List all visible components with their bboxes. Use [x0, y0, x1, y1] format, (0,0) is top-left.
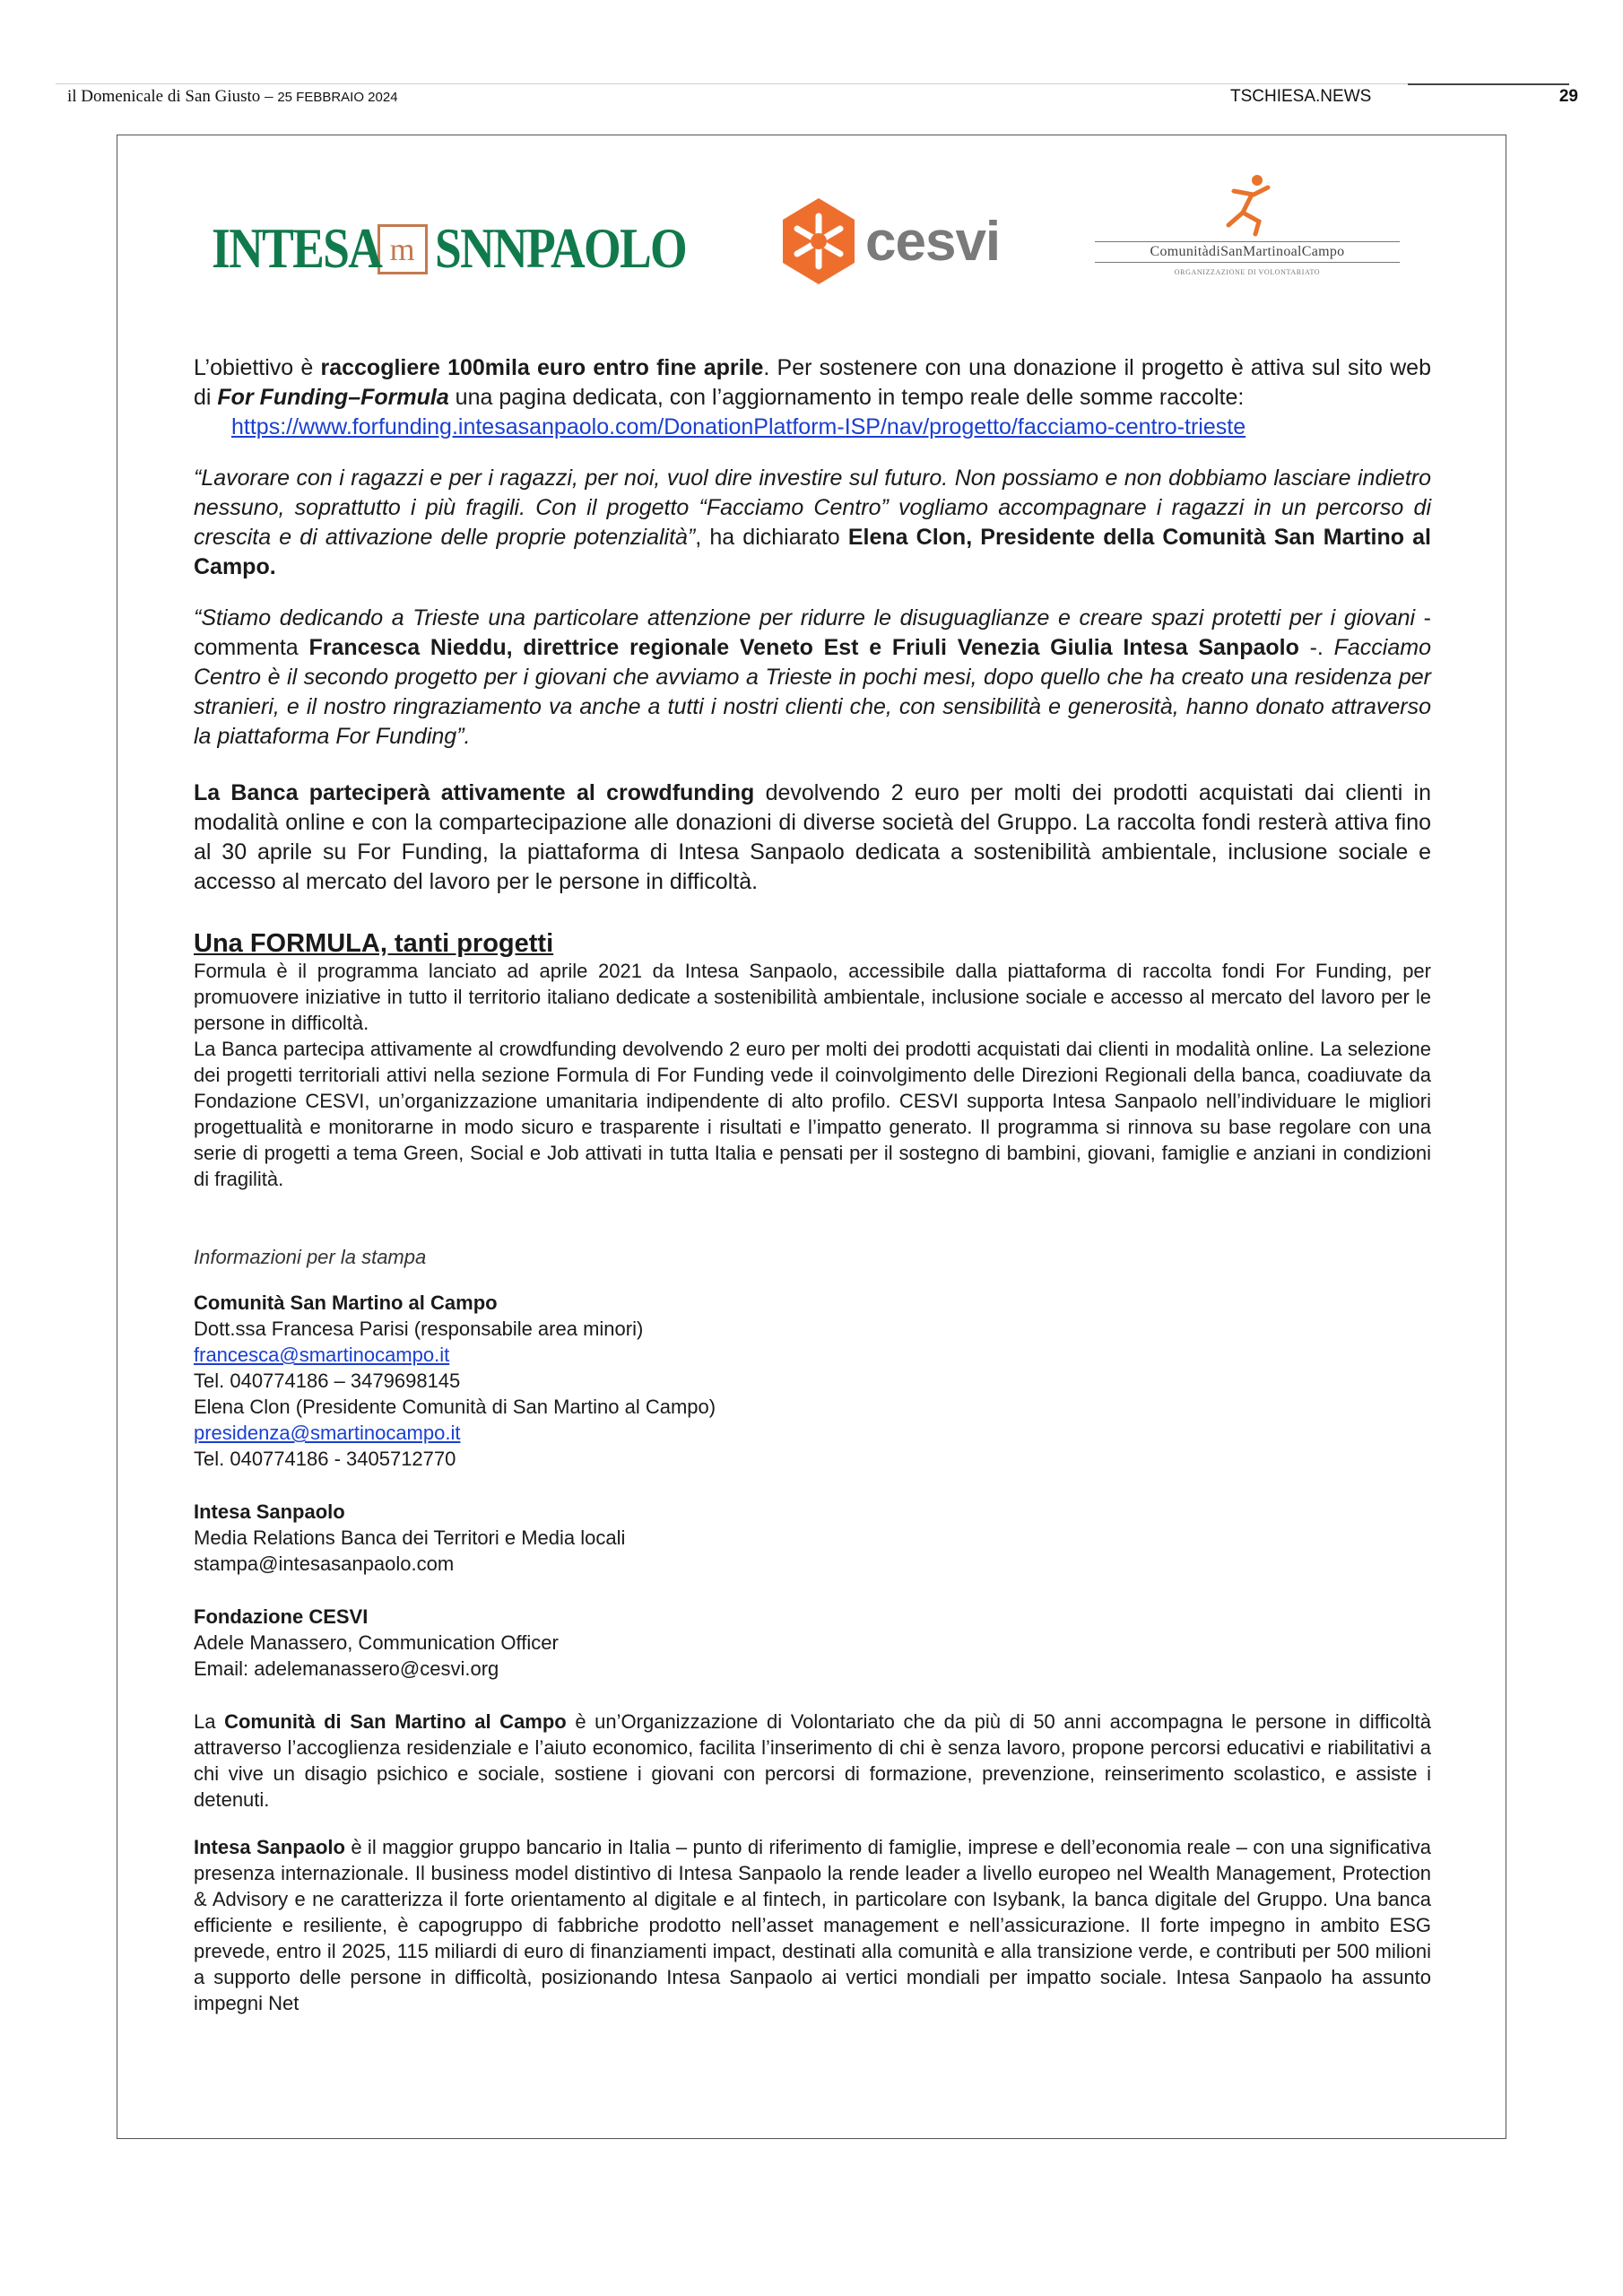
bank-crowdfunding-paragraph [194, 778, 1431, 897]
header-rule-accent [1408, 83, 1569, 85]
header-rule [56, 83, 1569, 84]
running-figure-icon [1216, 171, 1279, 238]
newspaper-name: il Domenicale di San Giusto [67, 87, 261, 106]
contact-smac-name-1: Dott.ssa Francesa Parisi (responsabile area minori) [194, 1318, 644, 1340]
about-isp-bold: Intesa Sanpaolo [194, 1836, 345, 1858]
formula-paragraph-1: Formula è il programma lanciato ad aprile 2021 da Intesa Sanpaolo, accessibile dalla piattaforma di raccolta fondi For Funding, per promuovere iniziative in tutto il territorio italiano dedicate a sostenibilità ambientale, inclusione sociale e accesso al mercato del lavoro per le persone in difficoltà. [194, 960, 1431, 1034]
about-isp-text: è il maggior gruppo bancario in Italia – punto di riferimento di famiglie, imprese e dell’economia reale – con una significativa presenza internazionale. Il business model distintivo di Intesa Sanpaolo la rende leader a livello europeo nel Wealth Management, Protection & Advisory e ne caratterizza il forte orientamento al digitale e al fintech, in particolare con Isybank, la banca digitale del Gruppo. Una banca efficiente e resiliente, è capogruppo di fabbriche prodotto nell’asset management e nell’assicurazione. Il forte impegno in ambito ESG prevede, entro il 2025, 115 miliardi di euro di finanziamenti impact, destinati alla comunità e alla transizione verde, e contributi per 500 milioni a supporto delle persone in difficoltà, posizionando Intesa Sanpaolo ai vertici mondiali per impatto sociale. Intesa Sanpaolo ha assunto impegni Net [194, 1836, 1431, 2014]
about-isp-paragraph [194, 1834, 1431, 2016]
contact-smac-email-2[interactable]: presidenza@smartinocampo.it [194, 1422, 461, 1444]
article-body [194, 353, 1431, 2016]
bank-text: devolvendo 2 euro per molti dei prodotti acquistati dai clienti in modalità online e con la compartecipazione alle donazioni di diverse società del Gruppo. La raccolta fondi resterà attiva fino al 30 aprile su For Funding, la piattaforma di Intesa Sanpaolo dedicata a sostenibilità ambientale, inclusione sociale e accesso al mercato del lavoro per le persone in difficoltà. [194, 780, 1431, 894]
header-newspaper [67, 87, 398, 107]
comunita-san-martino-logo [1095, 171, 1400, 276]
bank-bold-lead: La Banca parteciperà attivamente al crowdfunding [194, 780, 755, 805]
smac-logo-name: ComunitàdiSanMartinoalCampo [1095, 241, 1400, 263]
quote-nieddu-text-2: Facciamo Centro è il secondo progetto per i giovani che avviamo a Trieste in pochi mesi, dopo quello che ha creato una residenza per stranieri, e il nostro ringraziamento va anche a tutti i nostri clienti che, con sensibilità e generosità, hanno donato attraverso la piattaforma For Funding”. [194, 635, 1431, 749]
cesvi-badge-icon [779, 196, 858, 286]
header-site: TSCHIESA.NEWS [1230, 87, 1372, 106]
donation-link[interactable]: https://www.forfunding.intesasanpaolo.com/DonationPlatform-ISP/nav/progetto/facciamo-centro-trieste [231, 414, 1246, 439]
contact-smac [194, 1290, 1431, 1472]
smac-logo-subtitle: ORGANIZZAZIONE DI VOLONTARIATO [1174, 268, 1321, 276]
quote-clon-attrib: , ha dichiarato [695, 525, 848, 550]
press-info-label: Informazioni per la stampa [194, 1246, 427, 1268]
contact-isp [194, 1499, 1431, 1577]
contact-isp-org: Intesa Sanpaolo [194, 1500, 345, 1523]
intro-text-1: L’obiettivo è [194, 355, 321, 380]
article-frame [117, 135, 1506, 2139]
contact-smac-tel-2: Tel. 040774186 - 3405712770 [194, 1448, 456, 1470]
quote-nieddu-dash: -. [1298, 635, 1334, 660]
intesa-sanpaolo-logo [212, 216, 730, 282]
intesa-logo-word-left: INTESA [212, 217, 382, 280]
contact-smac-org: Comunità San Martino al Campo [194, 1292, 498, 1314]
cesvi-logo [779, 196, 1000, 286]
quote-clon-text: “Lavorare con i ragazzi e per i ragazzi, per noi, vuol dire investire sul futuro. Non possiamo e non dobbiamo lasciare indietro nessuno, soprattutto i più fragili. Con il progetto “Facciamo Centro” vogliamo accompagnare i ragazzi in un percorso di crescita e di attivazione delle proprie potenzialità” [194, 465, 1431, 550]
contact-cesvi-person: Adele Manassero, Communication Officer [194, 1631, 559, 1654]
cesvi-logo-word: cesvi [865, 210, 1001, 273]
page-number: 29 [1558, 87, 1578, 106]
contact-isp-email: stampa@intesasanpaolo.com [194, 1552, 455, 1575]
intro-bold-goal: raccogliere 100mila euro entro fine aprile [320, 355, 764, 380]
intro-text-3: una pagina dedicata, con l’aggiornamento in tempo reale delle somme raccolte: [448, 385, 1245, 410]
contact-cesvi-email: Email: adelemanassero@cesvi.org [194, 1657, 499, 1680]
formula-paragraph-2: La Banca partecipa attivamente al crowdfunding devolvendo 2 euro per molti dei prodotti acquistati dai clienti in modalità online. La selezione dei progetti territoriali attivi nella sezione Formula di For Funding vede il coinvolgimento delle Direzioni Regionali della banca, coadiuvate da Fondazione CESVI, un’organizzazione umanitaria indipendente di alto profilo. CESVI supporta Intesa Sanpaolo nell’individuare le migliori progettualità e monitorarne in modo sicuro e trasparente i risultati e l’impatto generato. Il programma si rinnova su base regolare con una serie di progetti a tema Green, Social e Job attivati in tutta Italia e pensati per il sostegno di bambini, giovani, famiglie e anziani in condizioni di fragilità. [194, 1038, 1431, 1190]
intro-paragraph [194, 353, 1431, 413]
header-separator: – [260, 87, 278, 106]
intesa-logo-word-right: SNNPAOLO [434, 217, 686, 280]
intro-text-2: . Per sostenere con una donazione il progetto è attiva sul sito web di [194, 355, 1431, 410]
about-smac-bold: Comunità di San Martino al Campo [224, 1710, 567, 1733]
contact-smac-name-2: Elena Clon (Presidente Comunità di San Martino al Campo) [194, 1396, 716, 1418]
about-smac-text-1: La [194, 1710, 225, 1733]
quote-clon-speaker: Elena Clon, Presidente della Comunità San Martino al Campo. [194, 525, 1431, 579]
about-smac-text-2: è un’Organizzazione di Volontariato che da più di 50 anni accompagna le persone in difficoltà attraverso l’accoglienza residenziale e l’aiuto economico, facilita l’inserimento di chi è senza lavoro, propone percorsi educativi e riabilitativi a chi vive un disagio psichico e sociale, sostiene i giovani con percorsi di formazione, prevenzione, reinserimento scolastico, e assiste i detenuti. [194, 1710, 1431, 1811]
contact-isp-dept: Media Relations Banca dei Territori e Media locali [194, 1526, 626, 1549]
about-smac-paragraph [194, 1709, 1431, 1813]
header-date: 25 FEBBRAIO 2024 [277, 90, 398, 105]
quote-nieddu-paragraph [194, 604, 1431, 752]
contact-cesvi [194, 1604, 1431, 1682]
intesa-logo-mark-icon: m [378, 224, 428, 274]
quote-nieddu-attrib: - commenta [194, 605, 1431, 660]
intro-platform-name: For Funding–Formula [217, 385, 449, 410]
formula-section-title: Una FORMULA, tanti progetti [194, 929, 554, 958]
quote-nieddu-text-1: “Stiamo dedicando a Trieste una particolare attenzione per ridurre le disuguaglianze e creare spazi protetti per i giovani [194, 605, 1416, 631]
page-header [67, 87, 1578, 112]
contact-cesvi-org: Fondazione CESVI [194, 1605, 369, 1628]
quote-clon-paragraph [194, 464, 1431, 582]
quote-nieddu-speaker: Francesca Nieddu, direttrice regionale Veneto Est e Friuli Venezia Giulia Intesa Sanpaolo [308, 635, 1299, 660]
contact-smac-tel-1: Tel. 040774186 – 3479698145 [194, 1370, 461, 1392]
contact-smac-email-1[interactable]: francesca@smartinocampo.it [194, 1344, 450, 1366]
